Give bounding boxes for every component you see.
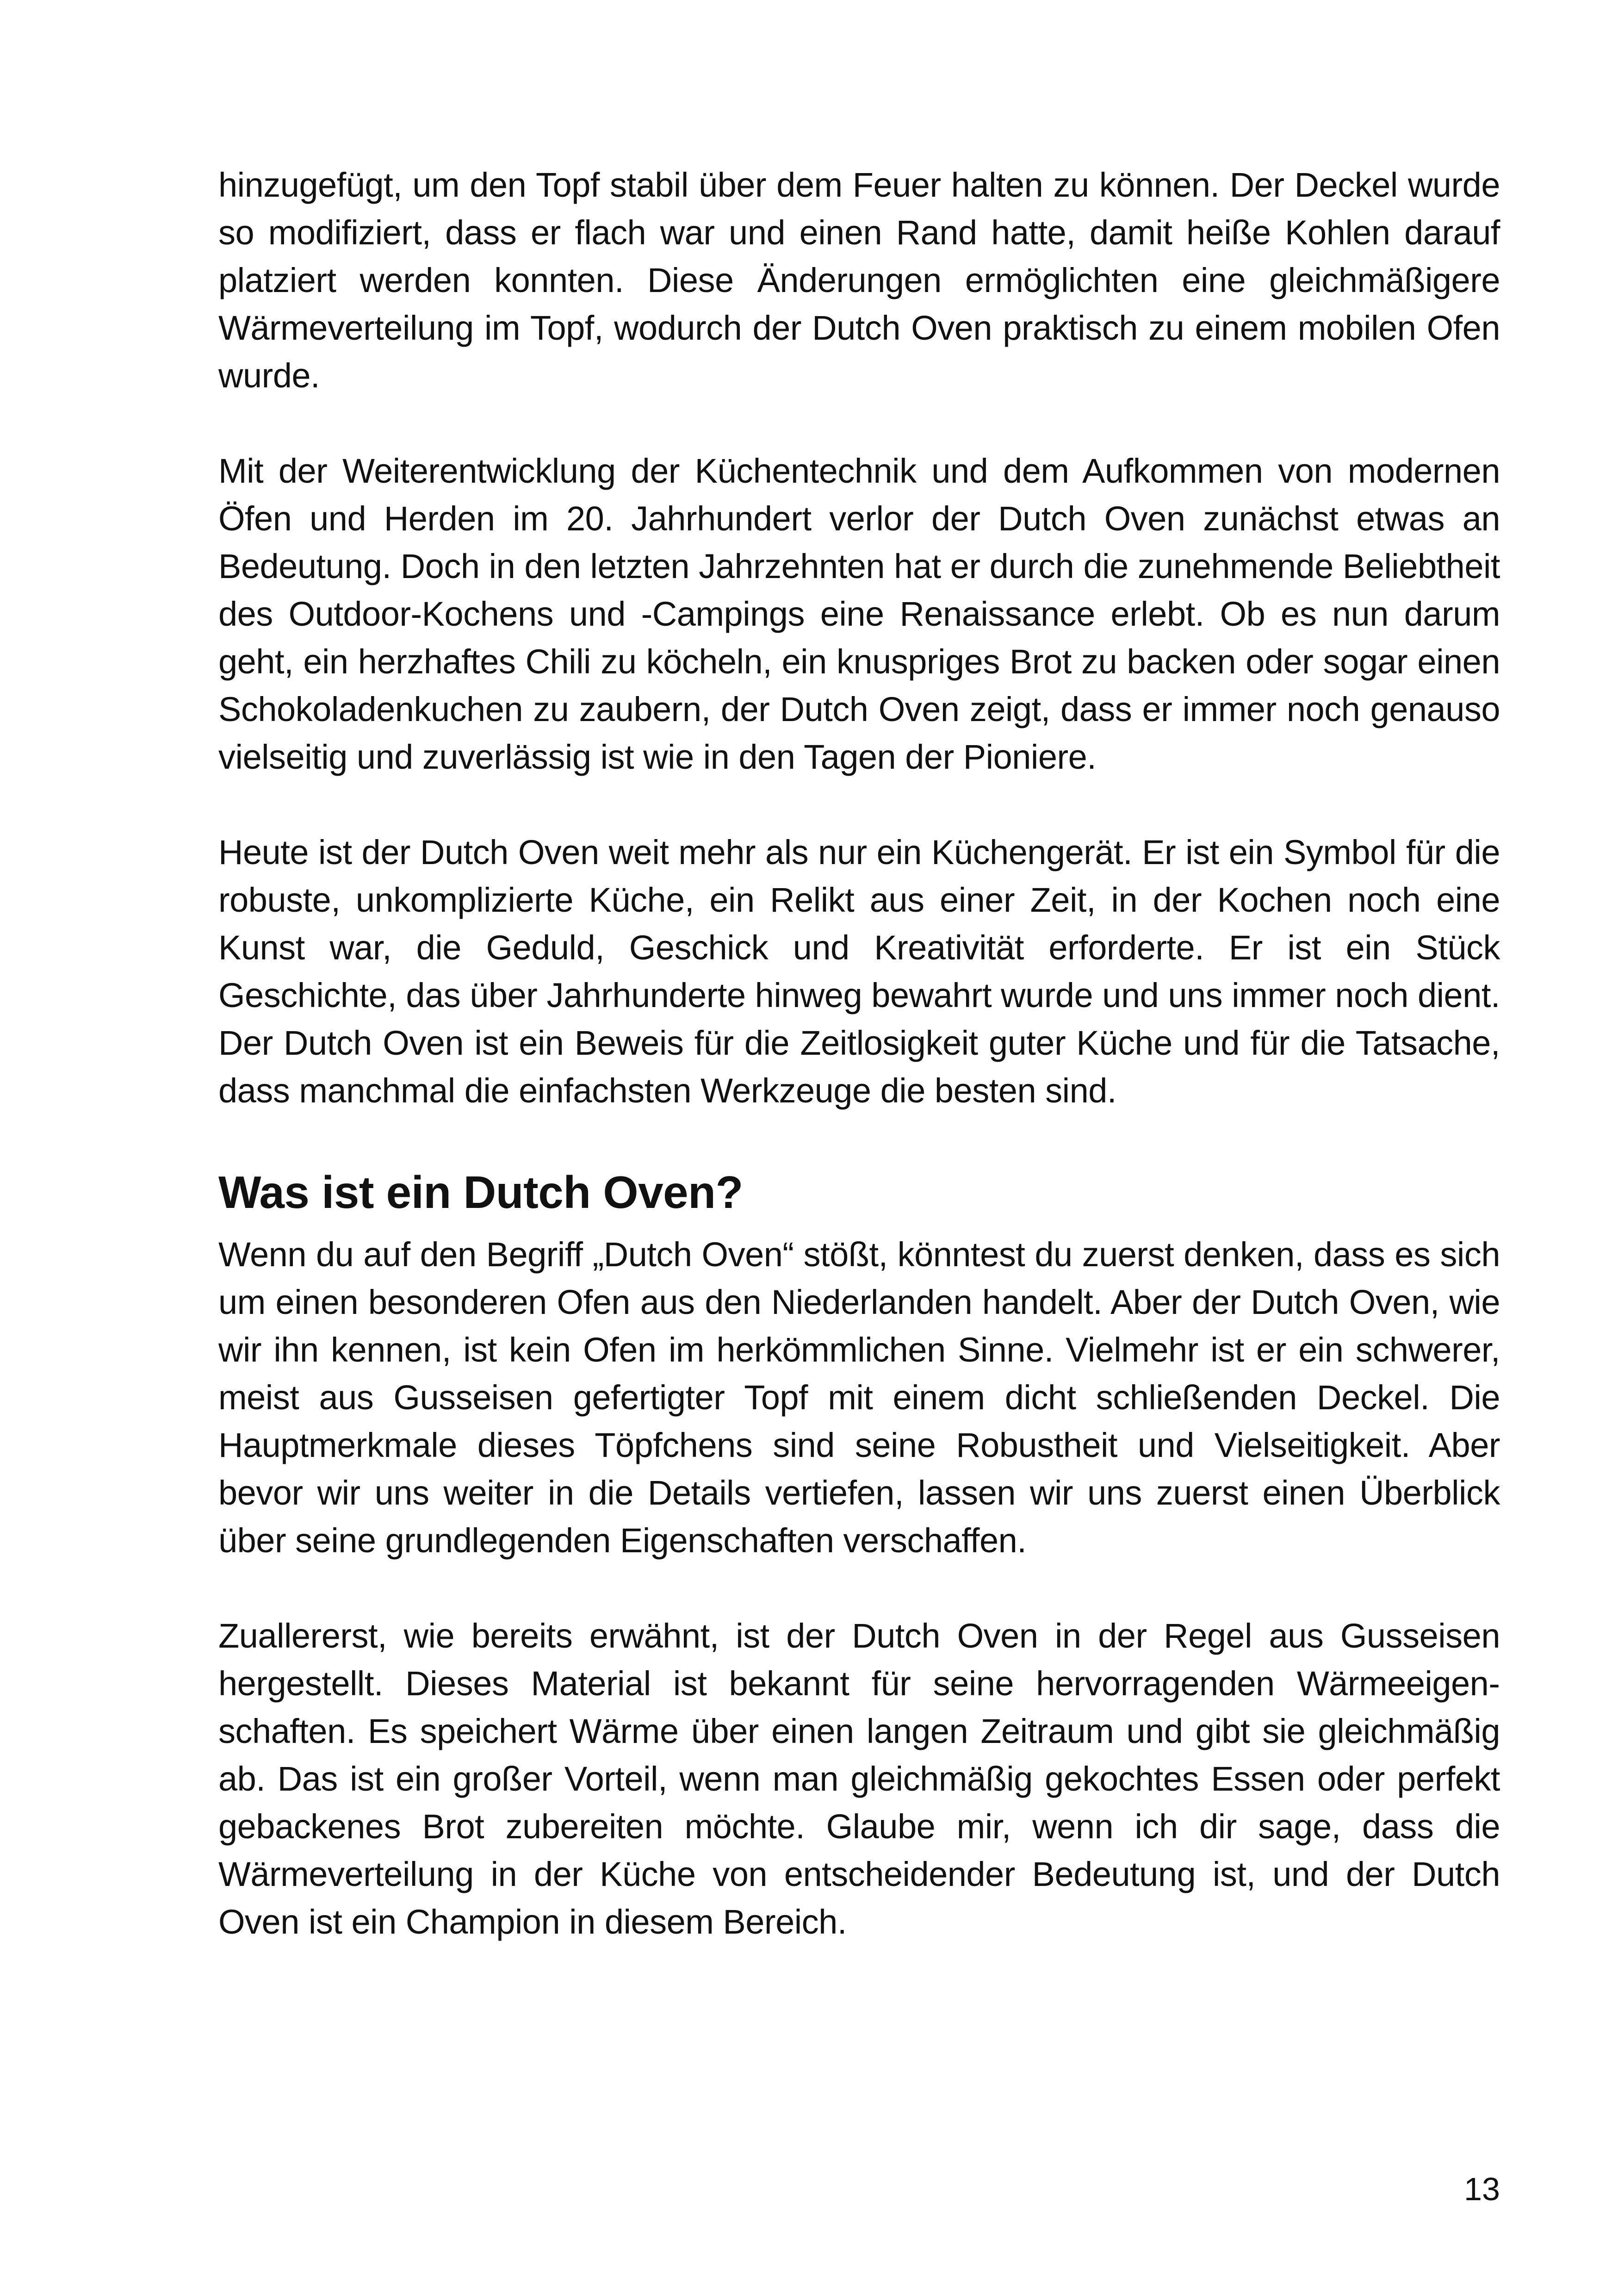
paragraph: hinzugefügt, um den Topf stabil über dem Feuer halten zu können. Der Deckel wurde so modifiziert, dass er flach war und einen Rand hatte, damit heiße Kohlen darauf platziert werden konnten. Diese Änderungen ermöglichten eine gleichmäßigere Wärmeverteilung im Topf, wodurch der Dutch Oven praktisch zu einem mobilen Ofen wurde. bbox=[218, 166, 1500, 395]
section-heading: Was ist ein Dutch Oven? bbox=[218, 1167, 743, 1218]
paragraph: Zuallererst, wie bereits erwähnt, ist der Dutch Oven in der Regel aus Gusseisen hergestellt. Dieses Material ist bekannt für seine hervorragenden Wärmeeigenschaften. Es speichert Wärme über einen langen Zeitraum und gibt sie gleichmäßig ab. Das ist ein großer Vorteil, wenn man gleichmäßig gekochtes Essen oder perfekt gebackenes Brot zubereiten möchte. Glaube mir, wenn ich dir sage, dass die Wärmeverteilung in der Küche von entscheidender Bedeutung ist, und der Dutch Oven ist ein Champion in diesem Bereich. bbox=[218, 1617, 1500, 1941]
paragraph: Wenn du auf den Begriff „Dutch Oven“ stößt, könntest du zuerst denken, dass es sich um einen besonderen Ofen aus den Niederlanden handelt. Aber der Dutch Oven, wie wir ihn kennen, ist kein Ofen im herkömmlichen Sinne. Vielmehr ist er ein schwerer, meist aus Gusseisen gefertigter Topf mit einem dicht schließenden Deckel. Die Hauptmerkmale dieses Töpfchens sind seine Robustheit und Vielseitigkeit. Aber bevor wir uns weiter in die Details vertiefen, lassen wir uns zuerst einen Überblick über seine grundlegenden Eigenschaften verschaffen. bbox=[218, 1235, 1500, 1560]
paragraph: Mit der Weiterentwicklung der Küchentechnik und dem Aufkommen von modernen Öfen und Herden im 20. Jahrhundert verlor der Dutch Oven zunächst etwas an Bedeutung. Doch in den letzten Jahrzehnten hat er durch die zunehmende Beliebtheit des Outdoor-Kochens und -Campings eine Renaissance erlebt. Ob es nun darum geht, ein herzhaftes Chili zu köcheln, ein knuspriges Brot zu backen oder sogar einen Schokoladenkuchen zu zaubern, der Dutch Oven zeigt, dass er immer noch genauso vielseitig und zuverlässig ist wie in den Tagen der Pioniere. bbox=[218, 452, 1500, 776]
page-number: 13 bbox=[1464, 2171, 1500, 2207]
page-content bbox=[218, 161, 1500, 1993]
paragraph: Heute ist der Dutch Oven weit mehr als nur ein Küchengerät. Er ist ein Symbol für die robuste, unkomplizierte Küche, ein Relikt aus einer Zeit, in der Kochen noch eine Kunst war, die Geduld, Geschick und Kreativität erforderte. Er ist ein Stück Geschichte, das über Jahrhunderte hinweg bewahrt wurde und uns immer noch dient. Der Dutch Oven ist ein Beweis für die Zeitlosigkeit guter Küche und für die Tatsache, dass manchmal die einfachsten Werkzeuge die besten sind. bbox=[218, 833, 1500, 1110]
